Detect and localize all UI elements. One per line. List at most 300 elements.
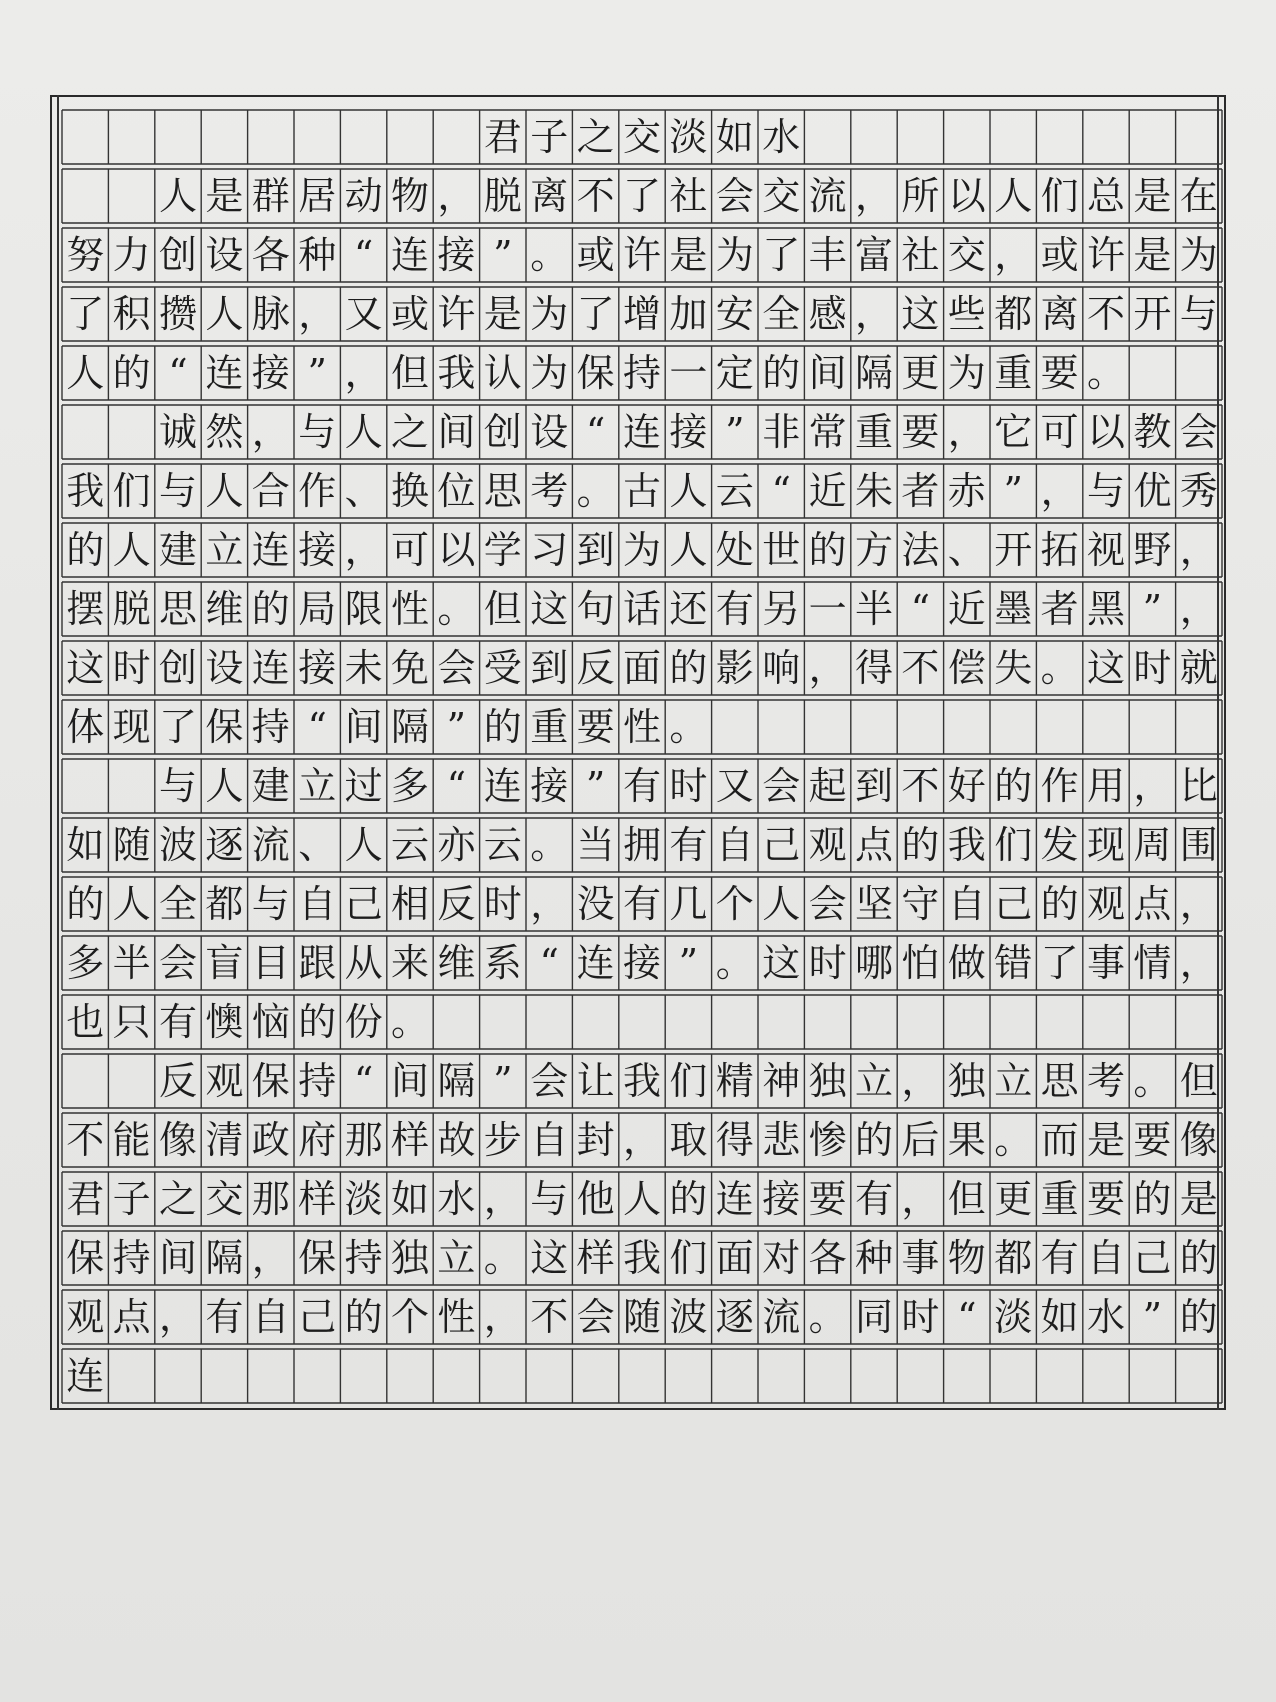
essay-char: 、 xyxy=(298,823,337,867)
essay-char: 面 xyxy=(622,646,661,690)
essay-char: 的 xyxy=(1133,1177,1172,1221)
essay-char: ” xyxy=(585,764,606,808)
essay-char: 换 xyxy=(390,469,429,513)
essay-char: 而 xyxy=(1040,1118,1079,1162)
essay-char: 群 xyxy=(251,174,290,218)
essay-char: 。 xyxy=(530,233,569,277)
essay-char: 未 xyxy=(344,646,383,690)
essay-char: “ xyxy=(771,469,791,513)
essay-char: 持 xyxy=(112,1236,151,1280)
essay-char: 怕 xyxy=(901,941,940,985)
essay-char: 当 xyxy=(576,823,615,867)
essay-char: 创 xyxy=(158,646,197,690)
essay-char: 脱 xyxy=(112,587,151,631)
title-char: 淡 xyxy=(669,115,708,159)
essay-char: ， xyxy=(1133,764,1172,808)
essay-char: 己 xyxy=(344,882,383,926)
essay-char: 接 xyxy=(437,233,476,277)
essay-char: 现 xyxy=(1086,823,1125,867)
essay-char: 考 xyxy=(530,469,569,513)
essay-char: 响 xyxy=(762,646,801,690)
essay-char: 政 xyxy=(251,1118,290,1162)
essay-char: 时 xyxy=(1133,646,1172,690)
essay-char: 我 xyxy=(622,1059,661,1103)
essay-char: 。 xyxy=(669,705,708,749)
essay-char: 力 xyxy=(112,233,151,277)
essay-char: 或 xyxy=(390,292,429,336)
essay-char: 墨 xyxy=(994,587,1033,631)
essay-char: 们 xyxy=(994,823,1033,867)
essay-char: 观 xyxy=(1086,882,1125,926)
essay-char: 。 xyxy=(437,587,476,631)
essay-char: 立 xyxy=(994,1059,1033,1103)
essay-char: 是 xyxy=(1133,174,1172,218)
essay-char: 反 xyxy=(158,1059,197,1103)
essay-char: 反 xyxy=(437,882,476,926)
essay-char: ， xyxy=(437,174,476,218)
essay-char: 脉 xyxy=(251,292,290,336)
essay-char: 维 xyxy=(437,941,476,985)
essay-char: 加 xyxy=(669,292,708,336)
essay-char: 流 xyxy=(762,1295,801,1339)
essay-char: 些 xyxy=(947,292,986,336)
essay-char: 人 xyxy=(66,351,105,395)
essay-char: 流 xyxy=(251,823,290,867)
essay-char: ， xyxy=(947,410,986,454)
essay-char: 立 xyxy=(298,764,337,808)
essay-char: 连 xyxy=(205,351,244,395)
essay-char: 周 xyxy=(1133,823,1172,867)
grid-row xyxy=(62,700,1222,754)
essay-char: 近 xyxy=(947,587,986,631)
essay-char: 他 xyxy=(576,1177,615,1221)
essay-char: “ xyxy=(585,410,606,454)
essay-char: 安 xyxy=(715,292,754,336)
essay-char: 有 xyxy=(854,1177,893,1221)
essay-char: 然 xyxy=(205,410,244,454)
essay-char: 府 xyxy=(298,1118,337,1162)
essay-char: 点 xyxy=(1133,882,1172,926)
essay-char: 许 xyxy=(622,233,661,277)
essay-char: 半 xyxy=(854,587,893,631)
essay-char: 流 xyxy=(808,174,847,218)
essay-char: 的 xyxy=(66,882,105,926)
essay-char: 人 xyxy=(205,469,244,513)
essay-char: ， xyxy=(298,292,337,336)
essay-char: 系 xyxy=(483,941,522,985)
essay-char: 围 xyxy=(1179,823,1218,867)
essay-char: 我 xyxy=(947,823,986,867)
essay-char: 接 xyxy=(530,764,569,808)
essay-char: 面 xyxy=(715,1236,754,1280)
essay-char: 子 xyxy=(112,1177,151,1221)
essay-char: ， xyxy=(854,174,893,218)
essay-char: 连 xyxy=(483,764,522,808)
essay-char: 接 xyxy=(251,351,290,395)
essay-char: 创 xyxy=(158,233,197,277)
essay-char: ， xyxy=(901,1177,940,1221)
essay-char: 受 xyxy=(483,646,522,690)
essay-char: 不 xyxy=(66,1118,105,1162)
essay-char: 时 xyxy=(901,1295,940,1339)
essay-char: 立 xyxy=(854,1059,893,1103)
essay-char: 的 xyxy=(994,764,1033,808)
essay-char: 在 xyxy=(1179,174,1218,218)
essay-char: ， xyxy=(344,528,383,572)
essay-char: 会 xyxy=(530,1059,569,1103)
essay-char: 间 xyxy=(437,410,476,454)
essay-char: 。 xyxy=(530,823,569,867)
essay-char: 连 xyxy=(622,410,661,454)
title-char: 水 xyxy=(762,115,801,159)
essay-char: 保 xyxy=(205,705,244,749)
title-char: 子 xyxy=(530,115,569,159)
essay-char: 所 xyxy=(901,174,940,218)
essay-char: 后 xyxy=(901,1118,940,1162)
essay-char: 随 xyxy=(112,823,151,867)
essay-char: “ xyxy=(910,587,931,631)
essay-char: 设 xyxy=(205,233,244,277)
essay-char: 可 xyxy=(1040,410,1079,454)
essay-char: 样 xyxy=(576,1236,615,1280)
essay-char: 失 xyxy=(994,646,1033,690)
essay-char: 接 xyxy=(762,1177,801,1221)
essay-char: 亦 xyxy=(437,823,476,867)
essay-char: 到 xyxy=(576,528,615,572)
essay-char: “ xyxy=(353,1059,374,1103)
essay-char: 的 xyxy=(1040,882,1079,926)
essay-char: 人 xyxy=(344,410,383,454)
essay-char: 处 xyxy=(715,528,754,572)
essay-char: ” xyxy=(1142,1295,1163,1339)
essay-char: 体 xyxy=(66,705,105,749)
essay-char: 只 xyxy=(112,1000,151,1044)
essay-char: 我 xyxy=(622,1236,661,1280)
essay-char: 为 xyxy=(715,233,754,277)
essay-char: 己 xyxy=(762,823,801,867)
essay-char: 的 xyxy=(298,1000,337,1044)
essay-char: 法 xyxy=(901,528,940,572)
essay-char: 作 xyxy=(1040,764,1079,808)
essay-char: 波 xyxy=(669,1295,708,1339)
essay-char: 有 xyxy=(205,1295,244,1339)
essay-char: 以 xyxy=(947,174,986,218)
essay-char: 保 xyxy=(298,1236,337,1280)
essay-char: 起 xyxy=(808,764,847,808)
essay-char: ” xyxy=(493,233,513,277)
essay-char: 者 xyxy=(901,469,940,513)
essay-char: 发 xyxy=(1040,823,1079,867)
essay-char: 一 xyxy=(669,351,708,395)
essay-char: 接 xyxy=(669,410,708,454)
essay-char: 之 xyxy=(158,1177,197,1221)
essay-char: 也 xyxy=(66,1000,105,1044)
essay-char: 的 xyxy=(901,823,940,867)
essay-char: 与 xyxy=(158,469,197,513)
essay-char: 从 xyxy=(344,941,383,985)
essay-char: 种 xyxy=(298,233,337,277)
essay-char: 连 xyxy=(251,528,290,572)
essay-char: 诚 xyxy=(158,410,197,454)
essay-char: 。 xyxy=(1040,646,1079,690)
essay-char: 比 xyxy=(1179,764,1218,808)
essay-char: 是 xyxy=(669,233,708,277)
essay-char: 持 xyxy=(622,351,661,395)
essay-char: 这 xyxy=(901,292,940,336)
essay-char: “ xyxy=(168,351,188,395)
essay-char: 有 xyxy=(1040,1236,1079,1280)
grid-row xyxy=(62,877,1222,931)
essay-char: 个 xyxy=(390,1295,429,1339)
grid-row xyxy=(62,818,1222,872)
essay-char: 脱 xyxy=(483,174,522,218)
essay-char: 保 xyxy=(66,1236,105,1280)
essay-char: 但 xyxy=(390,351,429,395)
essay-char: 重 xyxy=(530,705,569,749)
essay-char: 认 xyxy=(483,351,522,395)
essay-char: 自 xyxy=(298,882,337,926)
grid-row xyxy=(62,1054,1222,1108)
essay-char: 人 xyxy=(158,174,197,218)
essay-char: 己 xyxy=(298,1295,337,1339)
essay-char: 独 xyxy=(947,1059,986,1103)
essay-char: 以 xyxy=(437,528,476,572)
grid-row xyxy=(62,1231,1222,1285)
essay-char: 为 xyxy=(947,351,986,395)
essay-char: 了 xyxy=(622,174,661,218)
essay-char: 事 xyxy=(1086,941,1125,985)
essay-char: 野 xyxy=(1133,528,1172,572)
essay-char: 人 xyxy=(112,528,151,572)
essay-char: 是 xyxy=(1179,1177,1218,1221)
essay-char: 过 xyxy=(344,764,383,808)
essay-char: 不 xyxy=(901,646,940,690)
essay-char: 。 xyxy=(808,1295,847,1339)
essay-char: 们 xyxy=(1040,174,1079,218)
essay-char: 精 xyxy=(715,1059,754,1103)
essay-char: 设 xyxy=(530,410,569,454)
essay-char: ， xyxy=(854,292,893,336)
essay-char: 教 xyxy=(1133,410,1172,454)
essay-char: 做 xyxy=(947,941,986,985)
essay-char: 持 xyxy=(298,1059,337,1103)
essay-char: 它 xyxy=(994,410,1033,454)
essay-char: 那 xyxy=(344,1118,383,1162)
essay-char: 富 xyxy=(854,233,893,277)
essay-char: 摆 xyxy=(66,587,105,631)
essay-char: 是 xyxy=(1133,233,1172,277)
essay-char: 独 xyxy=(808,1059,847,1103)
essay-char: 间 xyxy=(158,1236,197,1280)
essay-char: 设 xyxy=(205,646,244,690)
essay-char: 会 xyxy=(715,174,754,218)
essay-char: 方 xyxy=(854,528,893,572)
essay-char: 了 xyxy=(158,705,197,749)
essay-char: 人 xyxy=(669,528,708,572)
essay-char: 为 xyxy=(1179,233,1218,277)
essay-char: 样 xyxy=(390,1118,429,1162)
essay-char: 丰 xyxy=(808,233,847,277)
essay-char: 开 xyxy=(994,528,1033,572)
essay-char: 思 xyxy=(1040,1059,1079,1103)
essay-char: 份 xyxy=(344,1000,383,1044)
essay-char: 但 xyxy=(947,1177,986,1221)
essay-char: 没 xyxy=(576,882,615,926)
essay-char: ” xyxy=(1003,469,1023,513)
essay-char: 性 xyxy=(390,587,429,631)
title-char: 之 xyxy=(576,115,615,159)
essay-char: 或 xyxy=(1040,233,1079,277)
essay-char: 近 xyxy=(808,469,847,513)
grid-row xyxy=(62,346,1222,400)
essay-char: 。 xyxy=(483,1236,522,1280)
essay-char: 连 xyxy=(576,941,615,985)
essay-char: ， xyxy=(808,646,847,690)
essay-char: 点 xyxy=(854,823,893,867)
essay-char: ， xyxy=(1179,941,1218,985)
essay-char: 。 xyxy=(1133,1059,1172,1103)
essay-char: 那 xyxy=(251,1177,290,1221)
essay-char: 目 xyxy=(251,941,290,985)
essay-char: 盲 xyxy=(205,941,244,985)
essay-char: 交 xyxy=(947,233,986,277)
essay-char: 隔 xyxy=(854,351,893,395)
essay-char: 们 xyxy=(669,1236,708,1280)
grid-row xyxy=(62,582,1222,636)
essay-char: 让 xyxy=(576,1059,615,1103)
essay-char: 为 xyxy=(622,528,661,572)
essay-char: 逐 xyxy=(715,1295,754,1339)
grid-row xyxy=(62,523,1222,577)
essay-char: 创 xyxy=(483,410,522,454)
essay-char: 还 xyxy=(669,587,708,631)
essay-char: 局 xyxy=(298,587,337,631)
essay-char: 会 xyxy=(576,1295,615,1339)
essay-char: 这 xyxy=(530,1236,569,1280)
essay-char: ， xyxy=(1179,882,1218,926)
essay-char: 们 xyxy=(112,469,151,513)
essay-char: 合 xyxy=(251,469,290,513)
grid-row xyxy=(62,936,1222,990)
essay-char: 句 xyxy=(576,587,615,631)
essay-char: 要 xyxy=(576,705,615,749)
essay-char: 多 xyxy=(66,941,105,985)
essay-char: 接 xyxy=(298,646,337,690)
essay-char: 错 xyxy=(994,941,1033,985)
essay-char: ” xyxy=(307,351,327,395)
essay-char: 不 xyxy=(901,764,940,808)
essay-char: 有 xyxy=(715,587,754,631)
essay-char: 半 xyxy=(112,941,151,985)
essay-char: ” xyxy=(1142,587,1163,631)
essay-char: 隔 xyxy=(205,1236,244,1280)
essay-char: 事 xyxy=(901,1236,940,1280)
essay-char: 的 xyxy=(854,1118,893,1162)
essay-char: 不 xyxy=(576,174,615,218)
essay-char: 更 xyxy=(994,1177,1033,1221)
essay-char: 自 xyxy=(251,1295,290,1339)
essay-char: 不 xyxy=(530,1295,569,1339)
essay-char: 增 xyxy=(622,292,661,336)
essay-char: 优 xyxy=(1133,469,1172,513)
essay-char: 常 xyxy=(808,410,847,454)
essay-char: 要 xyxy=(1040,351,1079,395)
essay-char: 恼 xyxy=(251,1000,290,1044)
essay-char: 人 xyxy=(994,174,1033,218)
essay-char: 封 xyxy=(576,1118,615,1162)
essay-char: ， xyxy=(1179,528,1218,572)
essay-char: 反 xyxy=(576,646,615,690)
essay-char: 波 xyxy=(158,823,197,867)
essay-char: ， xyxy=(994,233,1033,277)
essay-char: 为 xyxy=(530,351,569,395)
essay-char: 时 xyxy=(669,764,708,808)
essay-char: ， xyxy=(622,1118,661,1162)
essay-char: 得 xyxy=(854,646,893,690)
essay-char: 懊 xyxy=(205,1000,244,1044)
essay-char: 的 xyxy=(251,587,290,631)
essay-char: 样 xyxy=(298,1177,337,1221)
essay-char: 思 xyxy=(483,469,522,513)
essay-char: 与 xyxy=(530,1177,569,1221)
essay-char: 种 xyxy=(854,1236,893,1280)
essay-char: 免 xyxy=(390,646,429,690)
essay-char: 己 xyxy=(1133,1236,1172,1280)
essay-char: 能 xyxy=(112,1118,151,1162)
essay-char: 要 xyxy=(1086,1177,1125,1221)
essay-char: 要 xyxy=(808,1177,847,1221)
essay-char: 多 xyxy=(390,764,429,808)
essay-char: 水 xyxy=(437,1177,476,1221)
grid-row xyxy=(62,464,1222,518)
essay-char: 好 xyxy=(947,764,986,808)
essay-char: 是 xyxy=(205,174,244,218)
essay-char: 来 xyxy=(390,941,429,985)
essay-char: 有 xyxy=(622,882,661,926)
essay-char: 对 xyxy=(762,1236,801,1280)
essay-char: 连 xyxy=(251,646,290,690)
essay-char: 间 xyxy=(390,1059,429,1103)
essay-char: 随 xyxy=(622,1295,661,1339)
essay-char: 用 xyxy=(1086,764,1125,808)
essay-char: 到 xyxy=(530,646,569,690)
essay-char: 物 xyxy=(390,174,429,218)
essay-char: “ xyxy=(957,1295,977,1339)
essay-char: 时 xyxy=(112,646,151,690)
grid-row xyxy=(62,405,1222,459)
essay-char: 点 xyxy=(112,1295,151,1339)
grid-row xyxy=(62,169,1222,223)
essay-char: 这 xyxy=(530,587,569,631)
essay-char: 离 xyxy=(1040,292,1079,336)
essay-char: 连 xyxy=(66,1354,105,1398)
essay-char: ， xyxy=(1179,587,1218,631)
essay-char: 像 xyxy=(1179,1118,1218,1162)
essay-char: 赤 xyxy=(947,469,986,513)
essay-char: 同 xyxy=(854,1295,893,1339)
grid-row xyxy=(62,1290,1222,1344)
essay-char: 观 xyxy=(808,823,847,867)
essay-char: 努 xyxy=(66,233,105,277)
essay-char: 以 xyxy=(1086,410,1125,454)
essay-char: 会 xyxy=(437,646,476,690)
grid-row xyxy=(62,1349,1222,1403)
essay-char: 动 xyxy=(344,174,383,218)
essay-char: 秀 xyxy=(1179,469,1218,513)
essay-char: 自 xyxy=(947,882,986,926)
essay-char: 。 xyxy=(576,469,615,513)
essay-char: 离 xyxy=(530,174,569,218)
